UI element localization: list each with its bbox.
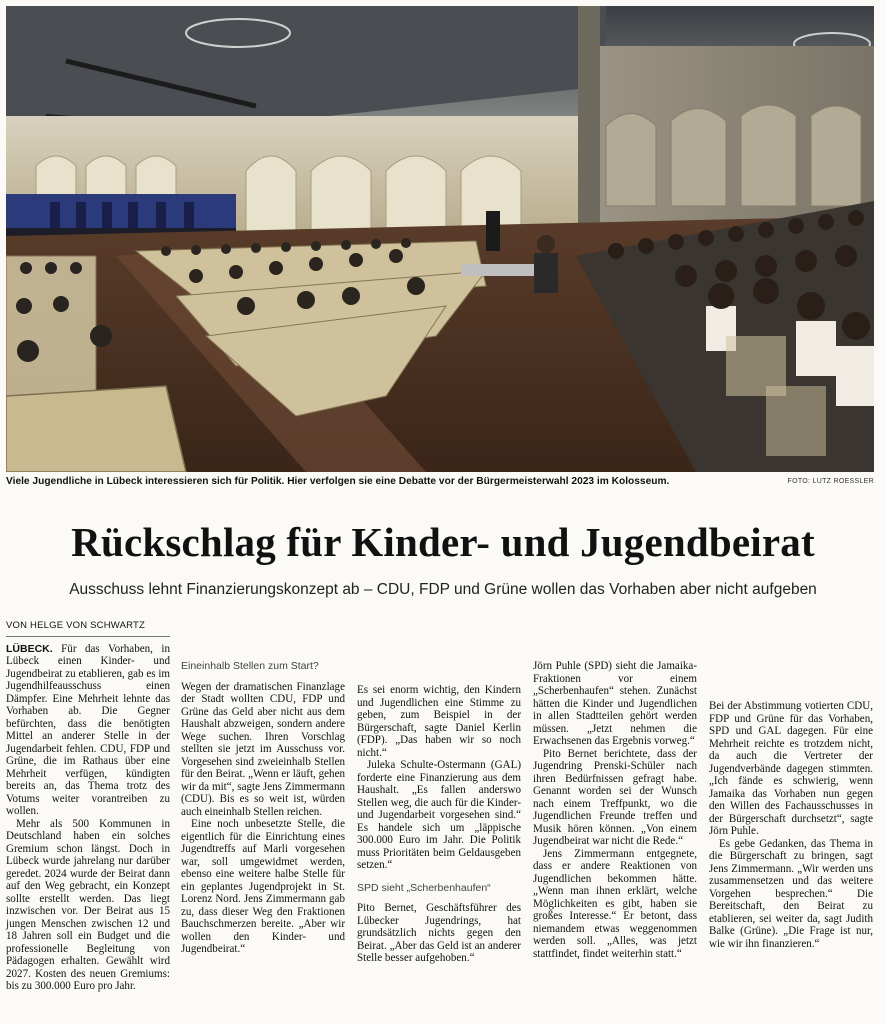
- paragraph-6: Juleka Schulte-Ostermann (GAL) forderte eine Finanzierung aus dem Haushalt. „Es fallen anderswo Stellen weg, die auch für die Kinder- und Jugendarbeit vorgesehen sind.“ Es handele sich um „läppische 300.000 Euro im Jahr. Die Politik muss Prioritäten beim Geldausgeben setzen.“: [357, 759, 521, 871]
- article-photo: [6, 6, 874, 472]
- paragraph-11: Bei der Abstimmung votierten CDU, FDP und Grüne für das Vorhaben, SPD und GAL dagegen. Für eine Mehrheit reichte es trotzdem nicht, da auch die Vertreter der Jugendverbände dagegen stimmten. „Ich fände es schwierig, wenn Jamaika das Vorhaben nun gegen den Willen des Fachausschusses in der Bürgerschaft durchsetzt“, sagte Jörn Puhle.: [709, 700, 873, 837]
- paragraph-12: Es gebe Gedanken, das Thema in die Bürgerschaft zu bringen, sagt Jens Zimmermann. „Wir werden uns zusammensetzen und das weitere Vorgehen besprechen.“ Die Bereitschaft, den Beirat zu etablieren, sei weiter da, sagt Judith Balke (Grüne). „Die Frage ist nur, wie wir ihn finanzieren.“: [709, 837, 873, 950]
- article-subheadline: Ausschuss lehnt Finanzierungskonzept ab – CDU, FDP und Grüne wollen das Vorhaben aber nicht aufgeben: [69, 581, 817, 598]
- article-column-1: [6, 620, 170, 993]
- subheading-1: Eineinhalb Stellen zum Start?: [181, 660, 319, 672]
- dateline: LÜBECK.: [6, 642, 53, 655]
- paragraph-5: Es sei enorm wichtig, den Kindern und Jugendlichen eine Stimme zu geben, zum Beispiel in der Bürgerschaft, sagte Daniel Kerlin (FDP). „Das haben wir so noch nicht.“: [357, 684, 521, 759]
- photo-credit: FOTO: LUTZ ROESSLER: [787, 478, 874, 485]
- article-byline: VON HELGE VON SCHWARTZ: [6, 620, 170, 637]
- paragraph-8: Jörn Puhle (SPD) sieht die Jamaika-Fraktionen vor einem „Scherbenhaufen“ stehen. Zunächst hätten die Kinder und Jugendlichen in allen Stadtteilen gehört werden müssen. „Jetzt nehmen die Erwachsenen das Ergebnis vorweg.“: [533, 660, 697, 747]
- paragraph-1: [6, 643, 170, 818]
- photo-caption-row: [6, 476, 874, 492]
- paragraph-9: Pito Bernet berichtete, dass der Jugendring Prenski-Schüler nach ihren Bedürfnissen gefragt habe. Genannt worden sei der Wunsch nach einem Treffpunkt, wo die Jugendlichen Freunde treffen und Musik hören können. „Von einem Jugendbeirat war nicht die Rede.“: [533, 747, 697, 847]
- paragraph-4: Eine noch unbesetzte Stelle, die eigentlich für die Einrichtung eines Jugendtreffs auf Marli vorgesehen war, soll umgewidmet werden, ebenso eine weitere halbe Stelle für ein geplantes Jugendprojekt in St. Lorenz Nord. Jens Zimmermann gab zu, dass dieser Weg den Fraktionen Bauchschmerzen bereite. „Aber wir wollen den Kinder- und Jugendbeirat.“: [181, 818, 345, 955]
- paragraph-2: Mehr als 500 Kommunen in Deutschland haben ein solches Gremium schon längst. Doch in Lübeck wurde jahrelang nur darüber geredet. 2024 wurde der Beirat dann auf den Weg gebracht, ein Konzept sollte erstellt werden. Das liegt inzwischen vor. Der Beirat aus 15 jungen Menschen zwischen 12 und 18 Jahren soll ein Budget und die professionelle Begleitung von Pädagogen erhalten. Gewählt wird 2027. Kosten des neuen Gremiums: bis zu 300.000 Euro pro Jahr.: [6, 817, 170, 992]
- auditorium-photo: [6, 6, 874, 472]
- paragraph-3: Wegen der dramatischen Finanzlage der Stadt wollten CDU, FDP und Grüne das Geld aber nicht aus dem Haushalt abzweigen, sondern andere Wege suchen. Ihren Vorschlag stellten sie jetzt im Ausschuss vor. Vorgesehen sind zweieinhalb Stellen für den Beirat. „Wenn er läuft, gehen wir da mit“, sagte Jens Zimmermann (CDU). Bis es so weit ist, würden auch eineinhalb Stellen reichen.: [181, 680, 345, 818]
- paragraph-7: Pito Bernet, Geschäftsführer des Lübecker Jugendrings, hat grundsätzlich nichts gegen den Beirat. „Aber das Geld ist an anderer Stelle besser aufgehoben.“: [357, 902, 521, 964]
- article-column-4: [533, 660, 697, 960]
- article-column-3: [357, 684, 521, 965]
- paragraph-10: Jens Zimmermann entgegnete, dass er andere Reaktionen von Jugendlichen bekommen hätte. „Wenn man ihnen erklärt, welche Möglichkeiten es gibt, haben sie großes Interesse.“ Er betont, dass niemandem etwas weggenommen werden soll. „Alles, was jetzt stattfindet, findet weiterhin statt.“: [533, 847, 697, 960]
- photo-caption: Viele Jugendliche in Lübeck interessieren sich für Politik. Hier verfolgen sie eine Debatte vor der Bürgermeisterwahl 2023 im Kolosseum.: [6, 476, 670, 487]
- article-headline: Rückschlag für Kinder- und Jugendbeirat: [71, 519, 815, 565]
- article-column-5: [709, 700, 873, 950]
- subheading-2: SPD sieht „Scherbenhaufen“: [357, 881, 491, 894]
- paragraph-1-text: Für das Vorhaben, in Lübeck einen Kinder- und Jugendbeirat zu etablieren, gab es im Jugendhilfeausschuss einen Dämpfer. Eine Mehrheit lehnte das Vorhaben ab. Die Gegner befürchten, dass die benötigten Mittel an anderer Stelle in der Jugendarbeit fehlen. CDU, FDP und Grüne, die im Rathaus über eine Mehrheit verfügen, kündigten bereits an, das Thema trotz des Votums weiter vorantreiben zu wollen.: [6, 642, 170, 817]
- article-column-2: [181, 650, 345, 956]
